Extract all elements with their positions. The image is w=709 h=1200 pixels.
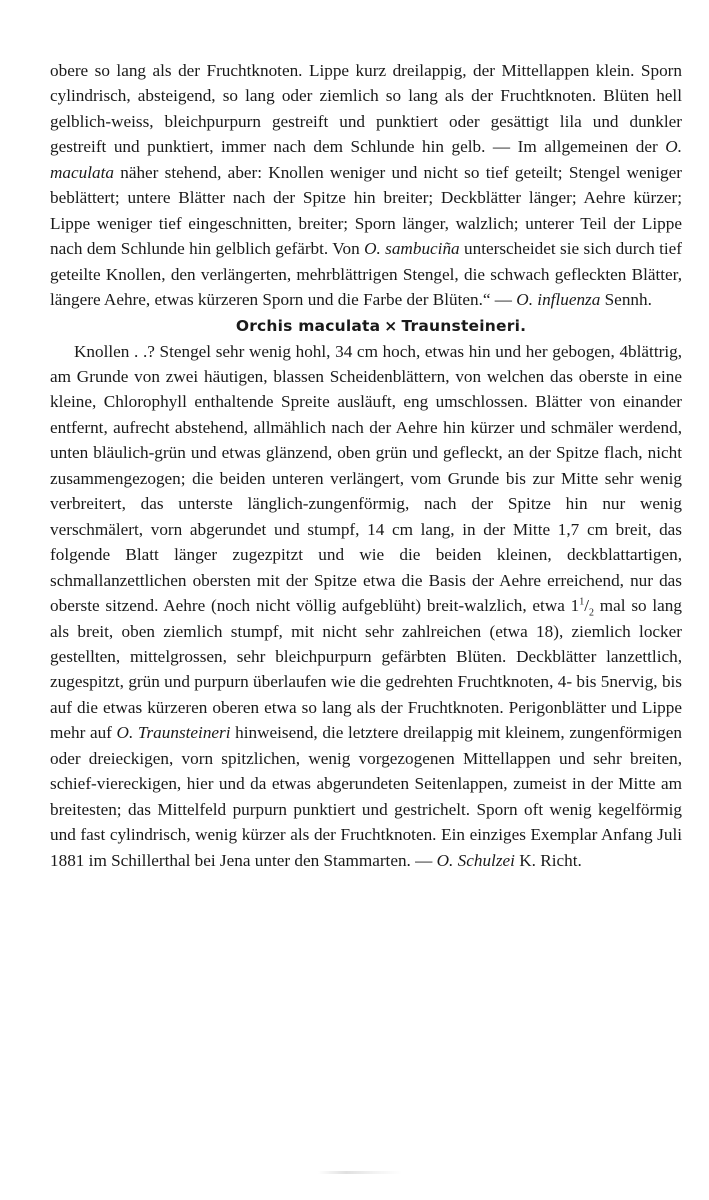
author-name: Sennh. (600, 290, 652, 310)
hybrid-cross-symbol: × (384, 316, 398, 335)
species-name: O. Schulzei (436, 850, 515, 870)
fraction: $1^1/_2$ (570, 596, 595, 619)
text-run: obere so lang als der Fruchtknoten. Lippe kurz dreilappig, der Mittellappen klein. Sporn cylindrisch, absteigend, so lang oder ziemlich so lang als der Fruchtknoten. Blüten hell gelblich-weiss, bleichpurpurn gestreift und punktiert oder gesättigt lila und dunkler gestreift und punktiert, immer nach dem Schlunde hin gelb. — Im allgemeinen der (50, 61, 682, 157)
paragraph-description-continued (50, 58, 682, 313)
species-name: O. influenza (516, 290, 601, 310)
species-name: O. Traunsteineri (116, 723, 231, 743)
section-heading (50, 313, 682, 339)
heading-right: Traunsteineri. (401, 316, 527, 335)
text-run: Knollen . .? Stengel sehr wenig hohl, 34 cm hoch, etwas hin und her gebogen, 4blättrig, am Grunde von zwei häutigen, blassen Scheidenblättern, von welchen das oberste in eine kleine, Chlorophyll enthaltende Spreite ausläuft, eng umschlossen. Blätter von einander entfernt, aufrecht abstehend, allmählich nach der Aehre hin kürzer und schmäler werdend, unten bläulich-grün und etwas glänzend, oben grün und gefleckt, an der Spitze flach, nicht zusammengezogen; die beiden unteren verlängert, vom Grunde bis zur Mitte sehr wenig verbreitert, das unterste länglich-zungenförmig, nach der Spitze hin nur wenig verschmälert, vorn abgerundet und stumpf, 14 cm lang, in der Mitte 1,7 cm breit, das folgende Blatt länger zugezpitzt und wie die beiden kleinen, deckblattartigen, schmallanzettlichen obersten mit der Spitze etwa die Basis der Aehre erreichend, nur das oberste sitzend. Aehre (noch nicht völlig aufgeblüht) breit-walzlich, etwa (50, 341, 682, 616)
heading-left: Orchis maculata (235, 316, 381, 335)
species-name: O. maculata (50, 137, 682, 182)
author-name: K. Richt. (514, 850, 582, 870)
print-smudge (318, 1171, 402, 1174)
text-run: hinweisend, die letztere dreilappig mit kleinem, zungenförmigen oder dreieckigen, vorn spitzlichen, wenig vorgezogenen Mittellappen und sehr breiten, schief-viereckigen, hier und da etwas abgerundeten Seitenlappen, zumeist in der Mitte am breitesten; das Mittelfeld purpurn punktiert und gestrichelt. Sporn oft wenig kegelförmig und fast cylindrisch, wenig kürzer als der Fruchtknoten. Ein einziges Exemplar Anfang Juli 1881 im Schillerthal bei Jena unter den Stammarten. — (50, 723, 682, 870)
text-run: mal so lang als breit, oben ziemlich stumpf, mit nicht sehr zahlreichen (etwa 18), ziemlich locker gestellten, mittelgrossen, sehr bleichpurpurn gefärbten Blüten. Deckblätter lanzettlich, zugespitzt, grün und purpurn überlaufen wie die gedrehten Fruchtknoten, 4- bis 5nervig, bis auf die etwas kürzeren oberen etwa so lang als der Fruchtknoten. Perigonblätter und Lippe mehr auf (50, 596, 682, 743)
paragraph-hybrid-description (50, 339, 682, 874)
text-run: unterscheidet sie sich durch tief geteilte Knollen, den verlängerten, mehrblättrigen Stengel, die schwach gefleckten Blätter, längere Aehre, etwas kürzeren Sporn und die Farbe der Blüten.“ — (50, 239, 683, 310)
page-body (50, 58, 682, 873)
text-run: näher stehend, aber: Knollen weniger und nicht so tief geteilt; Stengel weniger beblättert; untere Blätter nach der Spitze hin breiter; Deckblätter länger; Aehre kürzer; Lippe weniger tief eingeschnitten, breiter; Sporn länger, walzlich; unterer Teil der Lippe nach dem Schlunde hin gelblich gefärbt. Von (50, 162, 682, 259)
species-name: O. sambuciña (364, 239, 460, 259)
